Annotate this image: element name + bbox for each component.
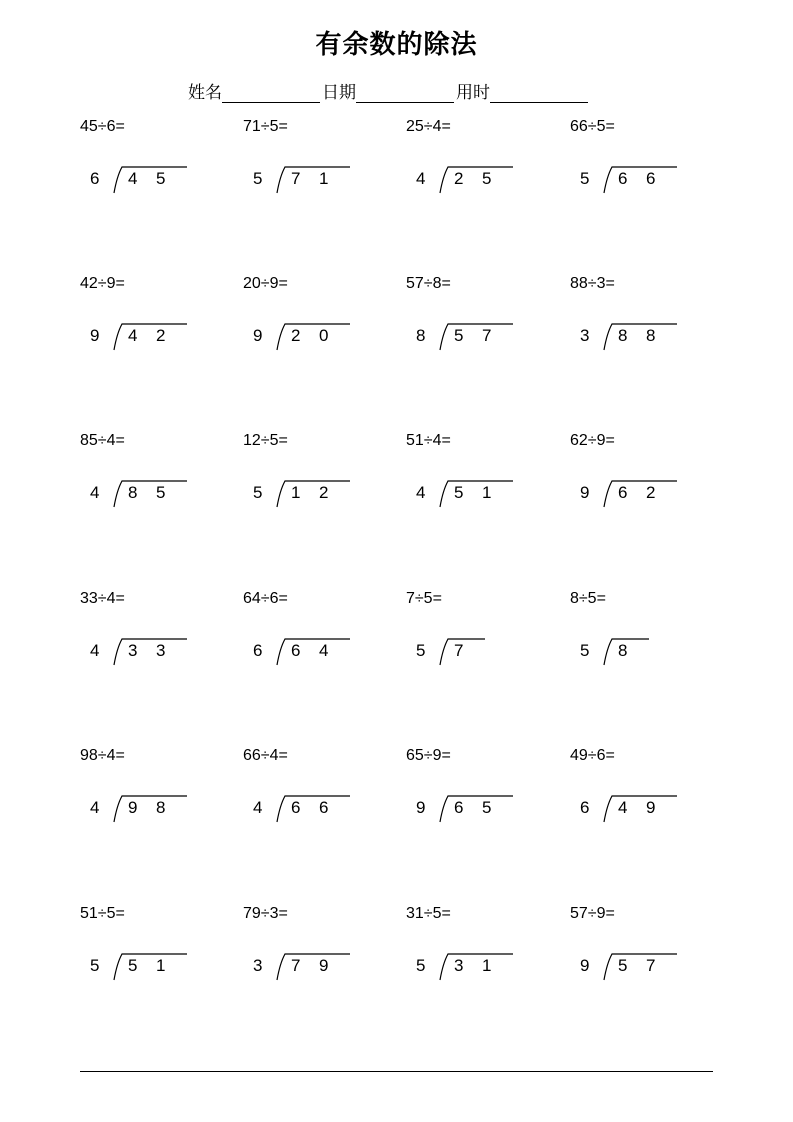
- problem-equation: 31÷5=: [406, 905, 451, 922]
- dividend-digit: 2: [454, 169, 464, 188]
- divisor: 9: [90, 326, 100, 345]
- dividend-digit: 4: [319, 641, 329, 660]
- division-problem: [80, 905, 230, 985]
- division-problem: [570, 275, 720, 355]
- dividend-digit: 3: [454, 956, 464, 975]
- dividend-digit: 2: [291, 326, 301, 345]
- problem-equation: 20÷9=: [243, 275, 288, 292]
- dividend-digit: 8: [128, 483, 138, 502]
- problem-equation: 45÷6=: [80, 118, 125, 135]
- divisor: 9: [580, 483, 590, 502]
- dividend-digit: 5: [156, 483, 166, 502]
- divisor: 9: [580, 956, 590, 975]
- division-problem: [243, 905, 393, 985]
- dividend-digit: 6: [454, 798, 464, 817]
- student-info-row: [188, 78, 590, 103]
- dividend: [454, 484, 510, 502]
- dividend-digit: 6: [291, 641, 301, 660]
- date-blank[interactable]: [356, 82, 454, 103]
- dividend: [618, 957, 674, 975]
- dividend-digit: 1: [319, 169, 329, 188]
- dividend: [454, 957, 510, 975]
- dividend-digit: 4: [618, 798, 628, 817]
- division-problem: [80, 590, 230, 670]
- problem-equation: 42÷9=: [80, 275, 125, 292]
- divisor: 4: [90, 641, 100, 660]
- dividend-digit: 1: [156, 956, 166, 975]
- divisor: 5: [253, 169, 263, 188]
- dividend: [454, 642, 482, 660]
- problem-equation: 7÷5=: [406, 590, 442, 607]
- dividend: [618, 327, 674, 345]
- divisor: 5: [580, 169, 590, 188]
- divisor: 3: [580, 326, 590, 345]
- dividend-digit: 4: [128, 169, 138, 188]
- division-problem: [80, 747, 230, 827]
- divisor: 4: [416, 483, 426, 502]
- problem-equation: 88÷3=: [570, 275, 615, 292]
- dividend-digit: 6: [646, 169, 656, 188]
- problem-equation: 71÷5=: [243, 118, 288, 135]
- divisor: 6: [580, 798, 590, 817]
- divisor: 9: [253, 326, 263, 345]
- division-problem: [80, 432, 230, 512]
- division-problem: [406, 432, 556, 512]
- division-problem: [570, 118, 720, 198]
- problem-equation: 57÷9=: [570, 905, 615, 922]
- dividend: [128, 642, 184, 660]
- problem-equation: 25÷4=: [406, 118, 451, 135]
- dividend: [291, 799, 347, 817]
- problem-equation: 51÷5=: [80, 905, 125, 922]
- time-label: 用时: [456, 83, 490, 103]
- dividend-digit: 4: [128, 326, 138, 345]
- dividend-digit: 6: [618, 169, 628, 188]
- divisor: 4: [90, 798, 100, 817]
- divisor: 5: [580, 641, 590, 660]
- dividend-digit: 2: [156, 326, 166, 345]
- division-problem: [80, 118, 230, 198]
- dividend: [291, 327, 347, 345]
- problem-equation: 62÷9=: [570, 432, 615, 449]
- dividend-digit: 8: [646, 326, 656, 345]
- dividend-digit: 5: [156, 169, 166, 188]
- problem-equation: 66÷5=: [570, 118, 615, 135]
- divisor: 8: [416, 326, 426, 345]
- divisor: 5: [416, 956, 426, 975]
- footer-divider: [80, 1071, 713, 1072]
- division-problem: [570, 590, 720, 670]
- dividend: [618, 799, 674, 817]
- dividend: [618, 170, 674, 188]
- dividend-digit: 7: [454, 641, 464, 660]
- dividend: [291, 957, 347, 975]
- dividend-digit: 3: [156, 641, 166, 660]
- dividend: [618, 642, 646, 660]
- divisor: 3: [253, 956, 263, 975]
- dividend-digit: 2: [319, 483, 329, 502]
- problem-equation: 51÷4=: [406, 432, 451, 449]
- divisor: 6: [90, 169, 100, 188]
- division-problem: [570, 747, 720, 827]
- dividend-digit: 9: [319, 956, 329, 975]
- dividend-digit: 9: [128, 798, 138, 817]
- problem-equation: 98÷4=: [80, 747, 125, 764]
- date-label: 日期: [322, 83, 356, 103]
- dividend-digit: 8: [618, 641, 628, 660]
- dividend: [618, 484, 674, 502]
- division-problem: [406, 905, 556, 985]
- dividend-digit: 9: [646, 798, 656, 817]
- dividend-digit: 5: [482, 798, 492, 817]
- dividend-digit: 6: [291, 798, 301, 817]
- problem-equation: 33÷4=: [80, 590, 125, 607]
- dividend-digit: 1: [482, 956, 492, 975]
- dividend-digit: 5: [482, 169, 492, 188]
- problem-equation: 85÷4=: [80, 432, 125, 449]
- dividend-digit: 7: [291, 956, 301, 975]
- dividend: [291, 170, 347, 188]
- dividend-digit: 0: [319, 326, 329, 345]
- dividend-digit: 8: [156, 798, 166, 817]
- divisor: 4: [253, 798, 263, 817]
- problem-equation: 49÷6=: [570, 747, 615, 764]
- divisor: 5: [253, 483, 263, 502]
- problem-equation: 57÷8=: [406, 275, 451, 292]
- dividend: [128, 484, 184, 502]
- divisor: 5: [90, 956, 100, 975]
- dividend-digit: 1: [291, 483, 301, 502]
- division-problem: [243, 275, 393, 355]
- problem-equation: 79÷3=: [243, 905, 288, 922]
- division-problem: [406, 275, 556, 355]
- division-problem: [80, 275, 230, 355]
- dividend-digit: 7: [291, 169, 301, 188]
- dividend: [128, 957, 184, 975]
- time-blank[interactable]: [490, 82, 588, 103]
- dividend-digit: 5: [454, 483, 464, 502]
- division-problem: [243, 432, 393, 512]
- division-problem: [406, 590, 556, 670]
- problem-equation: 65÷9=: [406, 747, 451, 764]
- divisor: 4: [416, 169, 426, 188]
- dividend: [128, 170, 184, 188]
- division-problem: [243, 590, 393, 670]
- dividend-digit: 6: [319, 798, 329, 817]
- dividend-digit: 7: [482, 326, 492, 345]
- dividend: [454, 799, 510, 817]
- dividend: [291, 642, 347, 660]
- dividend: [291, 484, 347, 502]
- problem-equation: 12÷5=: [243, 432, 288, 449]
- division-problem: [570, 905, 720, 985]
- divisor: 4: [90, 483, 100, 502]
- problem-equation: 66÷4=: [243, 747, 288, 764]
- dividend-digit: 5: [454, 326, 464, 345]
- divisor: 9: [416, 798, 426, 817]
- division-problem: [243, 747, 393, 827]
- dividend: [128, 327, 184, 345]
- division-problem: [406, 747, 556, 827]
- dividend: [454, 170, 510, 188]
- division-problem: [243, 118, 393, 198]
- name-label: 姓名: [188, 83, 222, 103]
- dividend-digit: 2: [646, 483, 656, 502]
- dividend-digit: 5: [618, 956, 628, 975]
- dividend: [128, 799, 184, 817]
- dividend-digit: 8: [618, 326, 628, 345]
- divisor: 6: [253, 641, 263, 660]
- division-problem: [406, 118, 556, 198]
- problem-equation: 8÷5=: [570, 590, 606, 607]
- divisor: 5: [416, 641, 426, 660]
- dividend-digit: 5: [128, 956, 138, 975]
- dividend-digit: 3: [128, 641, 138, 660]
- dividend-digit: 6: [618, 483, 628, 502]
- page-title: 有余数的除法: [315, 30, 478, 60]
- dividend-digit: 1: [482, 483, 492, 502]
- name-blank[interactable]: [222, 82, 320, 103]
- dividend-digit: 7: [646, 956, 656, 975]
- problem-equation: 64÷6=: [243, 590, 288, 607]
- division-problem: [570, 432, 720, 512]
- dividend: [454, 327, 510, 345]
